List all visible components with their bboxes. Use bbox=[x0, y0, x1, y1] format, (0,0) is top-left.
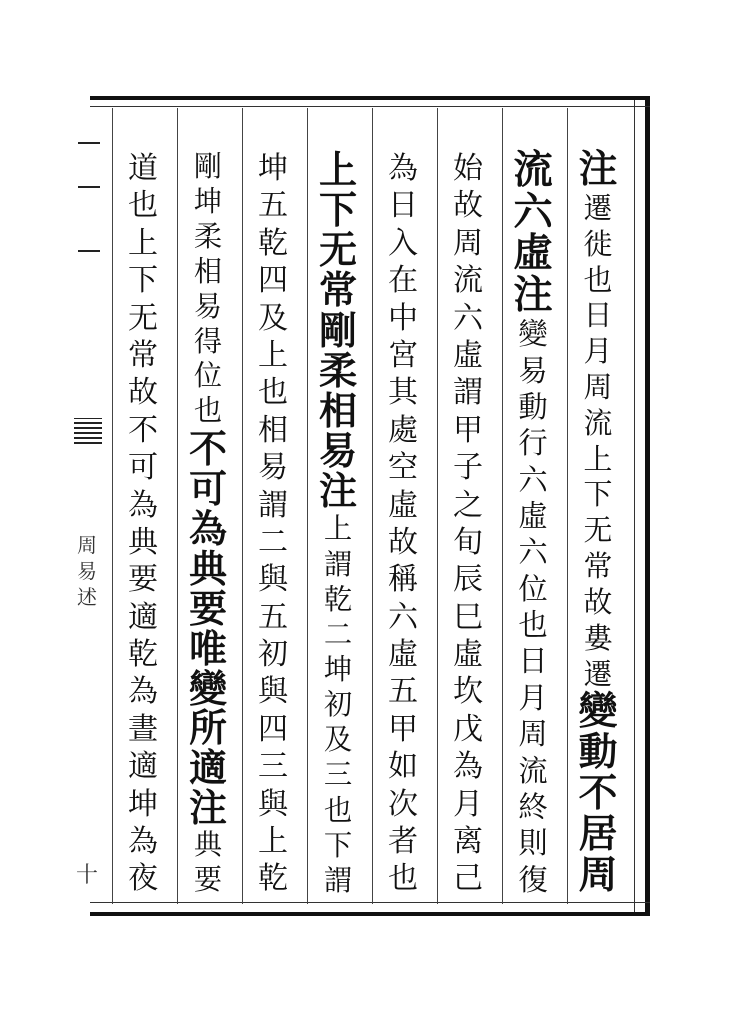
commentary-char: 得 bbox=[193, 324, 223, 358]
commentary-char: 變 bbox=[518, 317, 548, 352]
commentary-char: 虛 bbox=[452, 637, 484, 673]
main-text-char: 相 bbox=[318, 387, 358, 433]
commentary-char: 常 bbox=[583, 549, 613, 584]
commentary-char: 遷 bbox=[583, 656, 613, 691]
margin-tick bbox=[78, 142, 100, 144]
commentary-char: 周 bbox=[452, 225, 484, 261]
commentary-char: 子 bbox=[452, 450, 484, 486]
main-text-char: 剛 bbox=[318, 307, 358, 353]
commentary-char: 离 bbox=[452, 824, 484, 860]
main-text-char: 可 bbox=[189, 466, 227, 512]
main-text-char: 居 bbox=[578, 812, 618, 858]
commentary-char: 為 bbox=[127, 824, 159, 860]
main-text-char: 注 bbox=[189, 785, 227, 831]
main-text-char: 不 bbox=[189, 426, 227, 472]
commentary-char: 及 bbox=[323, 723, 353, 757]
commentary-char: 可 bbox=[127, 450, 159, 486]
margin-page-number: 十 bbox=[75, 863, 98, 888]
margin-book-title bbox=[72, 532, 102, 610]
commentary-char: 謂 bbox=[257, 487, 289, 523]
commentary-char: 要 bbox=[127, 562, 159, 598]
commentary-char: 乾 bbox=[127, 637, 159, 673]
commentary-char: 下 bbox=[127, 263, 159, 299]
commentary-char: 二 bbox=[257, 524, 289, 560]
commentary-char: 為 bbox=[387, 151, 419, 186]
commentary-char: 五 bbox=[257, 188, 289, 224]
frame-rule-right bbox=[634, 100, 635, 912]
commentary-char: 也 bbox=[193, 394, 223, 428]
commentary-char: 其 bbox=[387, 375, 419, 411]
commentary-char: 乾 bbox=[257, 225, 289, 261]
commentary-char: 虛 bbox=[452, 337, 484, 373]
commentary-char: 上 bbox=[127, 225, 159, 261]
commentary-char: 三 bbox=[257, 749, 289, 785]
text-column bbox=[568, 147, 628, 910]
commentary-char: 典 bbox=[127, 524, 159, 560]
commentary-char: 為 bbox=[127, 487, 159, 523]
commentary-char: 徙 bbox=[583, 226, 613, 261]
commentary-char: 戊 bbox=[452, 711, 484, 747]
main-text-char: 所 bbox=[189, 705, 227, 751]
commentary-char: 空 bbox=[387, 450, 419, 486]
commentary-char: 謂 bbox=[323, 863, 353, 897]
commentary-char: 初 bbox=[323, 688, 353, 722]
margin-title-char: 周 bbox=[77, 533, 97, 557]
main-text-char: 流 bbox=[513, 147, 553, 193]
frame-rule-top bbox=[90, 106, 650, 107]
commentary-char: 婁 bbox=[583, 620, 613, 655]
commentary-char: 剛 bbox=[193, 150, 223, 183]
main-text-char: 典 bbox=[189, 545, 227, 591]
commentary-char: 初 bbox=[257, 637, 289, 673]
main-text-char: 變 bbox=[189, 665, 227, 711]
commentary-char: 者 bbox=[387, 824, 419, 860]
commentary-char: 辰 bbox=[452, 562, 484, 598]
commentary-char: 宮 bbox=[387, 337, 419, 373]
commentary-char: 之 bbox=[452, 487, 484, 523]
commentary-char: 適 bbox=[127, 599, 159, 635]
commentary-char: 易 bbox=[257, 450, 289, 486]
commentary-char: 上 bbox=[257, 337, 289, 373]
commentary-char: 在 bbox=[387, 263, 419, 299]
margin-title-char: 易 bbox=[77, 559, 97, 583]
main-text-char: 不 bbox=[578, 771, 618, 817]
commentary-char: 故 bbox=[127, 375, 159, 411]
main-text-char: 柔 bbox=[318, 347, 358, 393]
commentary-char: 柔 bbox=[193, 219, 223, 253]
commentary-char: 也 bbox=[583, 262, 613, 297]
commentary-char: 易 bbox=[518, 353, 548, 388]
commentary-char: 故 bbox=[387, 524, 419, 560]
commentary-char: 為 bbox=[452, 749, 484, 785]
commentary-char: 坤 bbox=[257, 151, 289, 186]
margin-title-char: 述 bbox=[77, 585, 97, 609]
commentary-char: 不 bbox=[127, 412, 159, 448]
commentary-char: 易 bbox=[193, 289, 223, 323]
commentary-char: 二 bbox=[323, 617, 353, 651]
commentary-char: 常 bbox=[127, 337, 159, 373]
commentary-char: 如 bbox=[387, 749, 419, 785]
commentary-char: 復 bbox=[518, 862, 548, 897]
main-text-char: 常 bbox=[318, 267, 358, 313]
commentary-char: 五 bbox=[387, 674, 419, 710]
commentary-char: 位 bbox=[193, 359, 223, 393]
commentary-char: 甲 bbox=[452, 412, 484, 448]
commentary-char: 稱 bbox=[387, 562, 419, 598]
commentary-char: 下 bbox=[323, 828, 353, 862]
commentary-char: 也 bbox=[323, 793, 353, 827]
commentary-char: 月 bbox=[518, 680, 548, 715]
main-text-char: 易 bbox=[318, 428, 358, 474]
commentary-char: 流 bbox=[518, 753, 548, 788]
commentary-char: 也 bbox=[518, 608, 548, 643]
commentary-char: 四 bbox=[257, 263, 289, 299]
commentary-char: 動 bbox=[518, 389, 548, 424]
commentary-char: 故 bbox=[452, 188, 484, 224]
commentary-char: 始 bbox=[452, 151, 484, 186]
commentary-char: 坎 bbox=[452, 674, 484, 710]
commentary-char: 也 bbox=[387, 861, 419, 897]
commentary-char: 相 bbox=[193, 254, 223, 288]
commentary-char: 為 bbox=[127, 674, 159, 710]
commentary-char: 流 bbox=[583, 405, 613, 440]
commentary-char: 故 bbox=[583, 584, 613, 619]
commentary-char: 入 bbox=[387, 225, 419, 261]
commentary-char: 中 bbox=[387, 300, 419, 336]
text-column bbox=[308, 147, 368, 910]
main-text-char: 下 bbox=[318, 187, 358, 233]
commentary-char: 虛 bbox=[518, 498, 548, 533]
commentary-char: 坤 bbox=[193, 184, 223, 218]
version-center-margin bbox=[60, 100, 110, 920]
commentary-char: 上 bbox=[323, 512, 353, 546]
text-column bbox=[503, 147, 563, 910]
commentary-char: 旬 bbox=[452, 524, 484, 560]
commentary-char: 乾 bbox=[257, 861, 289, 897]
commentary-char: 及 bbox=[257, 300, 289, 336]
main-text-char: 要 bbox=[189, 585, 227, 631]
commentary-char: 謂 bbox=[452, 375, 484, 411]
commentary-char: 日 bbox=[583, 298, 613, 333]
main-text-char: 動 bbox=[578, 730, 618, 776]
commentary-char: 坤 bbox=[127, 786, 159, 822]
commentary-char: 月 bbox=[583, 334, 613, 369]
main-text-char: 為 bbox=[189, 506, 227, 552]
commentary-char: 適 bbox=[127, 749, 159, 785]
commentary-char: 坤 bbox=[323, 652, 353, 686]
main-text-char: 周 bbox=[578, 853, 618, 899]
text-column bbox=[113, 150, 173, 910]
main-text-char: 无 bbox=[318, 227, 358, 273]
commentary-char: 甲 bbox=[387, 711, 419, 747]
commentary-char: 虛 bbox=[387, 487, 419, 523]
commentary-char: 與 bbox=[257, 674, 289, 710]
page-frame bbox=[90, 96, 650, 916]
commentary-char: 乾 bbox=[323, 582, 353, 616]
commentary-char: 己 bbox=[452, 861, 484, 897]
commentary-char: 終 bbox=[518, 789, 548, 824]
commentary-char: 也 bbox=[257, 375, 289, 411]
commentary-char: 三 bbox=[323, 758, 353, 792]
text-column bbox=[438, 150, 498, 910]
fishtail-mark bbox=[74, 418, 102, 444]
commentary-char: 周 bbox=[518, 717, 548, 752]
commentary-char: 夜 bbox=[127, 861, 159, 897]
commentary-char: 相 bbox=[257, 412, 289, 448]
margin-tick bbox=[78, 186, 100, 188]
main-text-char: 注 bbox=[318, 468, 358, 514]
commentary-char: 與 bbox=[257, 786, 289, 822]
main-text-char: 變 bbox=[578, 689, 618, 735]
main-text-char: 唯 bbox=[189, 625, 227, 671]
commentary-char: 晝 bbox=[127, 711, 159, 747]
commentary-char: 次 bbox=[387, 786, 419, 822]
commentary-char: 行 bbox=[518, 426, 548, 461]
frame-rule-bottom bbox=[90, 902, 650, 903]
commentary-char: 六 bbox=[518, 462, 548, 497]
main-text-char: 適 bbox=[189, 745, 227, 791]
commentary-char: 上 bbox=[257, 824, 289, 860]
commentary-char: 六 bbox=[452, 300, 484, 336]
main-text-char: 六 bbox=[513, 188, 553, 235]
commentary-char: 周 bbox=[583, 370, 613, 404]
commentary-char: 位 bbox=[518, 571, 548, 606]
commentary-char: 要 bbox=[193, 863, 223, 897]
commentary-char: 巳 bbox=[452, 599, 484, 635]
commentary-char: 與 bbox=[257, 562, 289, 598]
main-text-char: 注 bbox=[578, 147, 618, 192]
commentary-char: 下 bbox=[583, 477, 613, 512]
commentary-char: 道 bbox=[127, 151, 159, 186]
commentary-char: 四 bbox=[257, 711, 289, 747]
commentary-char: 五 bbox=[257, 599, 289, 635]
main-text-char: 虛 bbox=[513, 230, 553, 277]
commentary-char: 虛 bbox=[387, 637, 419, 673]
main-text-char: 上 bbox=[318, 147, 358, 192]
commentary-char: 日 bbox=[518, 644, 548, 679]
commentary-char: 日 bbox=[387, 188, 419, 224]
commentary-char: 六 bbox=[518, 535, 548, 570]
commentary-char: 典 bbox=[193, 828, 223, 862]
commentary-char: 上 bbox=[583, 441, 613, 476]
commentary-char: 謂 bbox=[323, 547, 353, 581]
text-column bbox=[178, 150, 238, 910]
text-column bbox=[373, 150, 433, 910]
commentary-char: 月 bbox=[452, 786, 484, 822]
commentary-char: 處 bbox=[387, 412, 419, 448]
commentary-char: 則 bbox=[518, 826, 548, 861]
commentary-char: 无 bbox=[127, 300, 159, 336]
commentary-char: 也 bbox=[127, 188, 159, 224]
commentary-char: 无 bbox=[583, 513, 613, 548]
commentary-char: 遷 bbox=[583, 190, 613, 225]
commentary-char: 六 bbox=[387, 599, 419, 635]
main-text-char: 注 bbox=[513, 271, 553, 318]
commentary-char: 流 bbox=[452, 263, 484, 299]
text-column bbox=[243, 150, 303, 910]
margin-tick bbox=[78, 250, 100, 252]
